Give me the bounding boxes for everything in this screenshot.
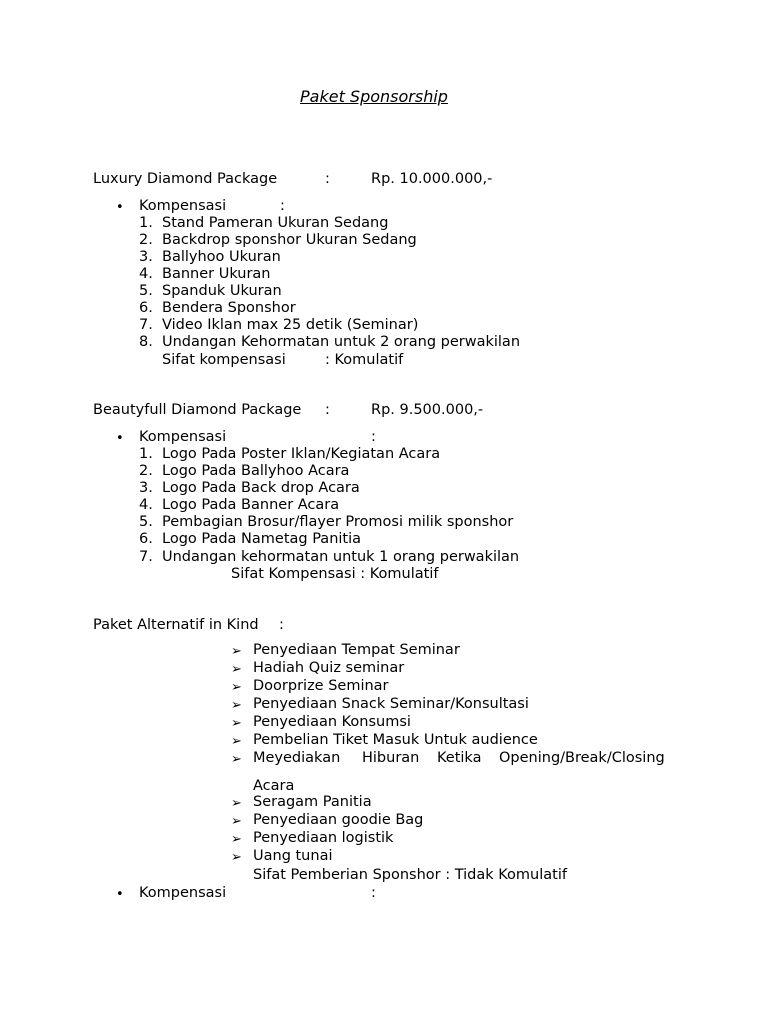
bullet-icon: • — [116, 200, 124, 215]
list-item-number: 3. — [139, 249, 153, 265]
list-item: Backdrop sponshor Ukuran Sedang — [162, 232, 417, 248]
package-1-colon: : — [325, 171, 330, 187]
alt-list-item: Penyediaan Tempat Seminar — [253, 642, 460, 658]
list-item: Stand Pameran Ukuran Sedang — [162, 215, 389, 231]
list-item: Pembagian Brosur/flayer Promosi milik sponshor — [162, 514, 514, 530]
list-item-number: 5. — [139, 514, 153, 530]
alt-list-item-word: Opening/Break/Closing — [499, 750, 665, 766]
list-item-number: 1. — [139, 446, 153, 462]
list-item: Banner Ukuran — [162, 266, 271, 282]
package-1-name: Luxury Diamond Package — [93, 171, 278, 187]
alternatif-name: Paket Alternatif in Kind — [93, 617, 259, 633]
package-2-colon: : — [325, 402, 330, 418]
alt-list-item: Penyediaan Konsumsi — [253, 714, 411, 730]
alternatif-sifat: Sifat Pemberian Sponshor : Tidak Komulatif — [253, 867, 567, 883]
list-item: Logo Pada Nametag Panitia — [162, 531, 362, 547]
package-1-price: Rp. 10.000.000,- — [371, 171, 493, 187]
list-item-number: 7. — [139, 317, 153, 333]
list-item: Logo Pada Banner Acara — [162, 497, 340, 513]
list-item-number: 4. — [139, 266, 153, 282]
list-item-number: 7. — [139, 549, 153, 565]
list-item-number: 4. — [139, 497, 153, 513]
list-item: Ballyhoo Ukuran — [162, 249, 281, 265]
arrow-bullet-icon: ➢ — [231, 850, 242, 865]
arrow-bullet-icon: ➢ — [231, 832, 242, 847]
arrow-bullet-icon: ➢ — [231, 698, 242, 713]
arrow-bullet-icon: ➢ — [231, 796, 242, 811]
list-item: Undangan kehormatan untuk 1 orang perwakilan — [162, 549, 520, 565]
package-1-kompensasi-label: Kompensasi — [139, 198, 227, 214]
arrow-bullet-icon: ➢ — [231, 644, 242, 659]
alt-list-item: Hadiah Quiz seminar — [253, 660, 405, 676]
list-item-number: 2. — [139, 232, 153, 248]
alternatif-kompensasi-colon: : — [371, 885, 376, 901]
alt-list-item: Penyediaan Snack Seminar/Konsultasi — [253, 696, 529, 712]
arrow-bullet-icon: ➢ — [231, 734, 242, 749]
alt-list-item-word: Hiburan — [362, 750, 420, 766]
list-item-number: 6. — [139, 300, 153, 316]
package-2-name: Beautyfull Diamond Package — [93, 402, 302, 418]
package-2-kompensasi-label: Kompensasi — [139, 429, 227, 445]
alt-list-item: Penyediaan goodie Bag — [253, 812, 424, 828]
list-item: Spanduk Ukuran — [162, 283, 282, 299]
arrow-bullet-icon: ➢ — [231, 814, 242, 829]
arrow-bullet-icon: ➢ — [231, 680, 242, 695]
alt-list-item: Uang tunai — [253, 848, 333, 864]
list-item-number: 6. — [139, 531, 153, 547]
package-1-sifat-value: : Komulatif — [325, 352, 404, 368]
list-item: Logo Pada Ballyhoo Acara — [162, 463, 350, 479]
package-2-sifat: Sifat Kompensasi : Komulatif — [231, 566, 439, 582]
alt-list-item: Doorprize Seminar — [253, 678, 389, 694]
bullet-icon: • — [116, 431, 124, 446]
list-item: Logo Pada Back drop Acara — [162, 480, 360, 496]
package-1-sifat-label: Sifat kompensasi — [162, 352, 286, 368]
arrow-bullet-icon: ➢ — [231, 662, 242, 677]
list-item-number: 1. — [139, 215, 153, 231]
alternatif-colon: : — [279, 617, 284, 633]
list-item: Bendera Sponshor — [162, 300, 296, 316]
alt-list-item-continuation: Acara — [253, 778, 295, 794]
alt-list-item: Seragam Panitia — [253, 794, 372, 810]
list-item-number: 2. — [139, 463, 153, 479]
list-item-number: 5. — [139, 283, 153, 299]
list-item: Video Iklan max 25 detik (Seminar) — [162, 317, 419, 333]
package-2-kompensasi-colon: : — [371, 429, 376, 445]
alt-list-item: Penyediaan logistik — [253, 830, 394, 846]
alternatif-kompensasi-label: Kompensasi — [139, 885, 227, 901]
list-item: Undangan Kehormatan untuk 2 orang perwakilan — [162, 334, 521, 350]
bullet-icon: • — [116, 887, 124, 902]
list-item-number: 8. — [139, 334, 153, 350]
arrow-bullet-icon: ➢ — [231, 752, 242, 767]
alt-list-item-word: Meyediakan — [253, 750, 341, 766]
alt-list-item-word: Ketika — [437, 750, 482, 766]
list-item: Logo Pada Poster Iklan/Kegiatan Acara — [162, 446, 441, 462]
page-title: Paket Sponsorship — [300, 87, 448, 106]
list-item-number: 3. — [139, 480, 153, 496]
arrow-bullet-icon: ➢ — [231, 716, 242, 731]
package-1-kompensasi-colon: : — [280, 198, 285, 214]
package-2-price: Rp. 9.500.000,- — [371, 402, 484, 418]
alt-list-item: Pembelian Tiket Masuk Untuk audience — [253, 732, 538, 748]
